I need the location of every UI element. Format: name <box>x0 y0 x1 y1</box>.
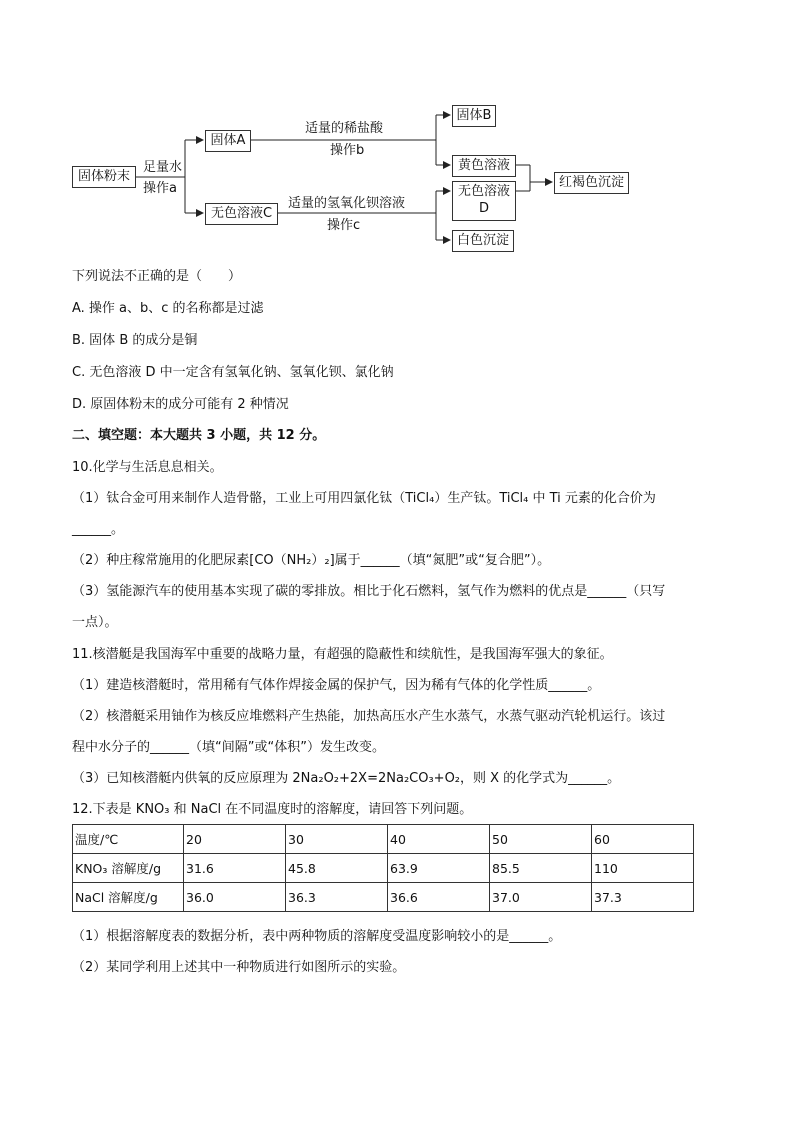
q9-option-d: D. 原固体粉末的成分可能有 2 种情况 <box>72 397 289 412</box>
flowchart <box>0 0 794 260</box>
flowchart-arrows <box>0 0 794 260</box>
table-cell: NaCl 溶解度/g <box>73 883 184 912</box>
q9-option-c: C. 无色溶液 D 中一定含有氢氧化钠、氢氧化钡、氯化钠 <box>72 365 394 380</box>
q9-option-a: A. 操作 a、b、c 的名称都是过滤 <box>72 301 264 316</box>
table-cell: 110 <box>592 854 694 883</box>
table-cell: 30 <box>286 825 388 854</box>
node-colorless-c: 无色溶液C <box>205 203 278 225</box>
node-colorless-d-line1: 无色溶液 <box>457 184 510 199</box>
q12-part1: （1）根据溶解度表的数据分析，表中两种物质的溶解度受温度影响较小的是______。 <box>72 929 562 944</box>
q11-part2-line1: （2）核潜艇采用铀作为核反应堆燃料产生热能，加热高压水产生水蒸气，水蒸气驱动汽轮机运行。该过 <box>72 709 666 724</box>
q11-part3: （3）已知核潜艇内供氧的反应原理为 2Na₂O₂+2X=2Na₂CO₃+O₂，则 X 的化学式为______。 <box>72 771 621 786</box>
table-cell: 温度/℃ <box>73 825 184 854</box>
table-cell: 85.5 <box>490 854 592 883</box>
node-solid-b: 固体B <box>452 105 496 127</box>
label-water: 足量水 <box>143 160 183 175</box>
q10-stem: 10.化学与生活息息相关。 <box>72 460 223 475</box>
table-cell: 36.6 <box>388 883 490 912</box>
table-header-row <box>73 825 694 854</box>
solubility-table <box>72 824 694 912</box>
label-baoh2: 适量的氢氧化钡溶液 <box>288 196 406 211</box>
q11-stem: 11.核潜艇是我国海军中重要的战略力量，有超强的隐蔽性和续航性，是我国海军强大的象征。 <box>72 647 613 662</box>
section2-heading: 二、填空题：本大题共 3 小题，共 12 分。 <box>72 428 326 443</box>
table-cell: KNO₃ 溶解度/g <box>73 854 184 883</box>
q11-part1: （1）建造核潜艇时，常用稀有气体作焊接金属的保护气，因为稀有气体的化学性质______。 <box>72 678 601 693</box>
table-cell: 40 <box>388 825 490 854</box>
label-op-a: 操作a <box>143 181 177 196</box>
node-colorless-d <box>452 181 516 221</box>
q9-stem: 下列说法不正确的是（ ） <box>72 269 242 284</box>
q10-part3-line2: 一点）。 <box>72 615 118 630</box>
label-op-b: 操作b <box>330 143 365 158</box>
node-colorless-d-line2: D <box>478 201 489 216</box>
q10-part3-line1: （3）氢能源汽车的使用基本实现了碳的零排放。相比于化石燃料，氢气作为燃料的优点是______（只写 <box>72 584 666 599</box>
q10-part1-line2: ______。 <box>72 522 125 537</box>
table-cell: 36.3 <box>286 883 388 912</box>
table-cell: 37.3 <box>592 883 694 912</box>
table-row <box>73 854 694 883</box>
table-cell: 36.0 <box>184 883 286 912</box>
node-solid-a: 固体A <box>205 130 251 152</box>
q11-part2-line2: 程中水分子的______（填“间隔”或“体积”）发生改变。 <box>72 740 385 755</box>
label-hcl: 适量的稀盐酸 <box>305 121 384 136</box>
q12-part2: （2）某同学利用上述其中一种物质进行如图所示的实验。 <box>72 960 406 975</box>
table-cell: 63.9 <box>388 854 490 883</box>
label-op-c: 操作c <box>327 218 361 233</box>
table-row <box>73 883 694 912</box>
q10-part2: （2）种庄稼常施用的化肥尿素[CO（NH₂）₂]属于______（填“氮肥”或“复合肥”）。 <box>72 553 551 568</box>
q12-stem: 12.下表是 KNO₃ 和 NaCl 在不同温度时的溶解度，请回答下列问题。 <box>72 802 473 817</box>
node-red-brown-precipitate: 红褐色沉淀 <box>554 172 629 194</box>
q9-option-b: B. 固体 B 的成分是铜 <box>72 333 198 348</box>
node-yellow-solution: 黄色溶液 <box>452 155 516 177</box>
table-cell: 45.8 <box>286 854 388 883</box>
table-cell: 31.6 <box>184 854 286 883</box>
table-cell: 37.0 <box>490 883 592 912</box>
table-cell: 20 <box>184 825 286 854</box>
node-white-precipitate: 白色沉淀 <box>452 230 514 252</box>
q10-part1-line1: （1）钛合金可用来制作人造骨骼，工业上可用四氯化钛（TiCl₄）生产钛。TiCl₄ 中 Ti 元素的化合价为 <box>72 491 656 506</box>
table-cell: 50 <box>490 825 592 854</box>
table-cell: 60 <box>592 825 694 854</box>
node-solid-powder: 固体粉末 <box>72 166 136 188</box>
